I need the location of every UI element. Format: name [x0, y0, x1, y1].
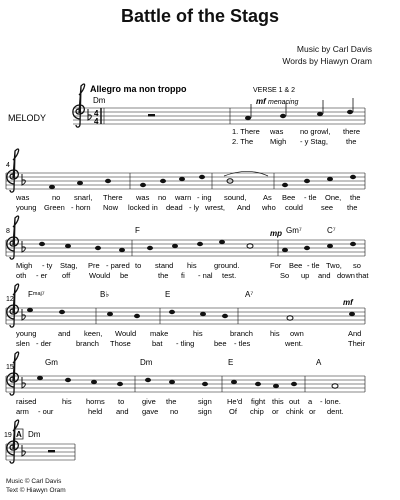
svg-text:was: was: [136, 193, 150, 202]
svg-text:arm: arm: [16, 407, 29, 416]
svg-text:horns: horns: [86, 397, 105, 406]
svg-text:dent.: dent.: [327, 407, 344, 416]
svg-text:keen,: keen,: [84, 329, 103, 338]
svg-text:the: the: [158, 271, 169, 280]
svg-text:his: his: [187, 261, 197, 270]
system-6: [4, 420, 75, 463]
svg-text:chip: chip: [250, 407, 264, 416]
svg-text:As: As: [263, 193, 272, 202]
svg-text:- der: - der: [36, 339, 52, 348]
svg-text:who: who: [262, 203, 276, 212]
svg-text:ground.: ground.: [214, 261, 240, 270]
svg-text:sign: sign: [198, 407, 212, 416]
chord-symbol: A: [316, 358, 322, 367]
rehearsal-mark: A: [16, 430, 22, 439]
system-5: [6, 352, 365, 416]
svg-text:Green: Green: [44, 203, 65, 212]
svg-text:- lone.: - lone.: [320, 397, 341, 406]
expression-marking: menacing: [268, 99, 299, 106]
svg-text:Would: Would: [115, 329, 137, 338]
svg-text:own: own: [290, 329, 304, 338]
chord-symbol: E: [228, 358, 234, 367]
treble-clef-icon: [7, 352, 19, 395]
svg-text:went.: went.: [285, 339, 303, 348]
flat-key-signature-icon: [22, 445, 25, 456]
svg-text:or: or: [309, 407, 316, 416]
svg-text:be: be: [120, 271, 129, 280]
svg-text:in: in: [152, 203, 158, 212]
chord-symbol: E: [165, 290, 171, 299]
svg-text:Two,: Two,: [326, 261, 342, 270]
chord-symbol: Gm: [45, 358, 58, 367]
chord-symbol: C⁷: [327, 226, 336, 235]
flat-key-signature-icon: [22, 241, 25, 252]
svg-text:And: And: [237, 203, 251, 212]
svg-text:and: and: [58, 329, 71, 338]
svg-text:up: up: [301, 271, 310, 280]
svg-text:young: young: [16, 329, 37, 338]
svg-text:- tle: - tle: [304, 193, 317, 202]
verse-label: VERSE 1 & 2: [253, 87, 296, 94]
dynamic-marking: mf: [256, 97, 266, 106]
svg-text:the: the: [166, 397, 177, 406]
measure-number: 4: [6, 162, 10, 169]
svg-text:8: 8: [6, 228, 10, 235]
svg-text:oth: oth: [16, 271, 27, 280]
svg-text:- ty: - ty: [42, 261, 53, 270]
svg-text:For: For: [270, 261, 282, 270]
flat-key-signature-icon: [22, 309, 25, 320]
svg-text:was: was: [270, 127, 284, 136]
text-copyright: Text © Hiawyn Oram: [6, 487, 66, 494]
svg-text:15: 15: [6, 364, 14, 371]
lyrics-row: [232, 127, 360, 146]
svg-text:bat: bat: [152, 339, 163, 348]
svg-text:a: a: [308, 397, 313, 406]
chord-symbol: A⁷: [245, 290, 254, 299]
treble-clef-icon: [73, 84, 85, 127]
svg-text:give: give: [142, 397, 156, 406]
composer-credit: Music by Carl Davis: [296, 44, 372, 54]
svg-text:- tling: - tling: [176, 339, 195, 348]
svg-text:There: There: [103, 193, 123, 202]
svg-text:no: no: [158, 193, 167, 202]
svg-text:- pared: - pared: [106, 261, 130, 270]
dynamic-marking: mp: [270, 229, 282, 238]
svg-text:to: to: [118, 397, 125, 406]
svg-text:slen: slen: [16, 339, 30, 348]
svg-text:snarl,: snarl,: [74, 193, 93, 202]
svg-text:gave: gave: [142, 407, 159, 416]
svg-text:4: 4: [94, 109, 99, 118]
svg-text:could: could: [285, 203, 303, 212]
svg-text:that: that: [356, 271, 369, 280]
flat-key-signature-icon: [22, 377, 25, 388]
svg-text:this: this: [272, 397, 284, 406]
svg-text:2. The: 2. The: [232, 137, 254, 146]
svg-text:young: young: [16, 203, 37, 212]
svg-text:Bee: Bee: [289, 261, 303, 270]
svg-text:locked: locked: [128, 203, 150, 212]
svg-text:Migh: Migh: [270, 137, 287, 146]
svg-text:his: his: [193, 329, 203, 338]
svg-text:Of: Of: [229, 407, 237, 416]
svg-text:the: the: [346, 137, 357, 146]
svg-text:4: 4: [94, 117, 99, 126]
system-3: [6, 216, 369, 280]
dynamic-marking: mf: [343, 298, 353, 307]
chord-symbol: Dm: [28, 430, 41, 439]
svg-text:Now: Now: [103, 203, 119, 212]
svg-text:- tle: - tle: [307, 261, 320, 270]
svg-text:He'd: He'd: [227, 397, 243, 406]
svg-text:no: no: [170, 407, 179, 416]
svg-text:down: down: [337, 271, 355, 280]
svg-text:and: and: [318, 271, 331, 280]
svg-text:So: So: [280, 271, 290, 280]
svg-text:held: held: [88, 407, 103, 416]
svg-text:so: so: [353, 261, 361, 270]
chord-symbol: Fᵐᵃʲ⁷: [28, 290, 45, 299]
svg-text:12: 12: [6, 296, 14, 303]
flat-key-signature-icon: [22, 174, 25, 185]
svg-text:sound,: sound,: [224, 193, 247, 202]
treble-clef-icon: [7, 216, 19, 259]
chord-symbol: Dm: [93, 96, 106, 105]
svg-text:no: no: [52, 193, 61, 202]
svg-text:or: or: [272, 407, 279, 416]
svg-text:see: see: [321, 203, 334, 212]
chord-symbol: Dm: [140, 358, 153, 367]
svg-text:- tles: - tles: [234, 339, 251, 348]
svg-text:make: make: [150, 329, 169, 338]
svg-text:And: And: [348, 329, 362, 338]
svg-text:was: was: [16, 193, 30, 202]
svg-text:branch: branch: [76, 339, 99, 348]
svg-text:One,: One,: [325, 193, 342, 202]
svg-text:Pre: Pre: [88, 261, 100, 270]
svg-text:fight: fight: [251, 397, 266, 406]
chord-symbol: Gm⁷: [286, 226, 302, 235]
svg-text:his: his: [62, 397, 72, 406]
svg-text:- er: - er: [36, 271, 48, 280]
svg-text:raised: raised: [16, 397, 37, 406]
svg-text:Would: Would: [89, 271, 111, 280]
svg-text:to: to: [135, 261, 142, 270]
svg-text:out: out: [289, 397, 300, 406]
flat-key-signature-icon: [88, 109, 91, 120]
tempo-marking: Allegro ma non troppo: [90, 84, 187, 94]
treble-clef-icon: [7, 149, 19, 192]
svg-text:Their: Their: [348, 339, 366, 348]
svg-text:- ly: - ly: [189, 203, 199, 212]
music-copyright: Music © Carl Davis: [6, 478, 62, 485]
svg-text:branch: branch: [230, 329, 253, 338]
svg-text:stand: stand: [155, 261, 174, 270]
chord-symbol: B♭: [100, 290, 110, 299]
svg-text:- y Stag,: - y Stag,: [300, 137, 328, 146]
svg-text:the: the: [347, 203, 358, 212]
svg-text:Bee: Bee: [282, 193, 296, 202]
svg-text:no growl,: no growl,: [300, 127, 331, 136]
svg-text:bee: bee: [214, 339, 227, 348]
svg-text:sign: sign: [198, 397, 212, 406]
system-4: [6, 284, 366, 348]
svg-text:there: there: [343, 127, 361, 136]
svg-text:wrest,: wrest,: [205, 203, 226, 212]
svg-text:off: off: [62, 271, 71, 280]
svg-text:chink: chink: [286, 407, 304, 416]
svg-text:and: and: [116, 407, 129, 416]
system-1: [8, 84, 365, 146]
svg-text:- our: - our: [38, 407, 54, 416]
svg-text:- ing: - ing: [197, 193, 212, 202]
part-label: MELODY: [8, 113, 47, 123]
svg-text:warn: warn: [175, 193, 192, 202]
svg-text:Those: Those: [110, 339, 131, 348]
lyricist-credit: Words by Hiawyn Oram: [282, 56, 372, 66]
treble-clef-icon: [7, 284, 19, 327]
svg-text:1. There: 1. There: [232, 127, 260, 136]
svg-text:- nal: - nal: [198, 271, 213, 280]
svg-text:Migh: Migh: [16, 261, 33, 270]
svg-text:test.: test.: [222, 271, 237, 280]
svg-text:19: 19: [4, 432, 12, 439]
treble-clef-icon: [7, 420, 19, 463]
svg-text:fi: fi: [181, 271, 185, 280]
page-title: Battle of the Stags: [120, 6, 280, 26]
svg-text:dead: dead: [166, 203, 183, 212]
system-2: [6, 149, 365, 212]
svg-text:his: his: [270, 329, 280, 338]
chord-symbol: F: [135, 226, 140, 235]
svg-text:Stag,: Stag,: [60, 261, 78, 270]
svg-text:the: the: [350, 193, 361, 202]
svg-text:- horn: - horn: [71, 203, 91, 212]
